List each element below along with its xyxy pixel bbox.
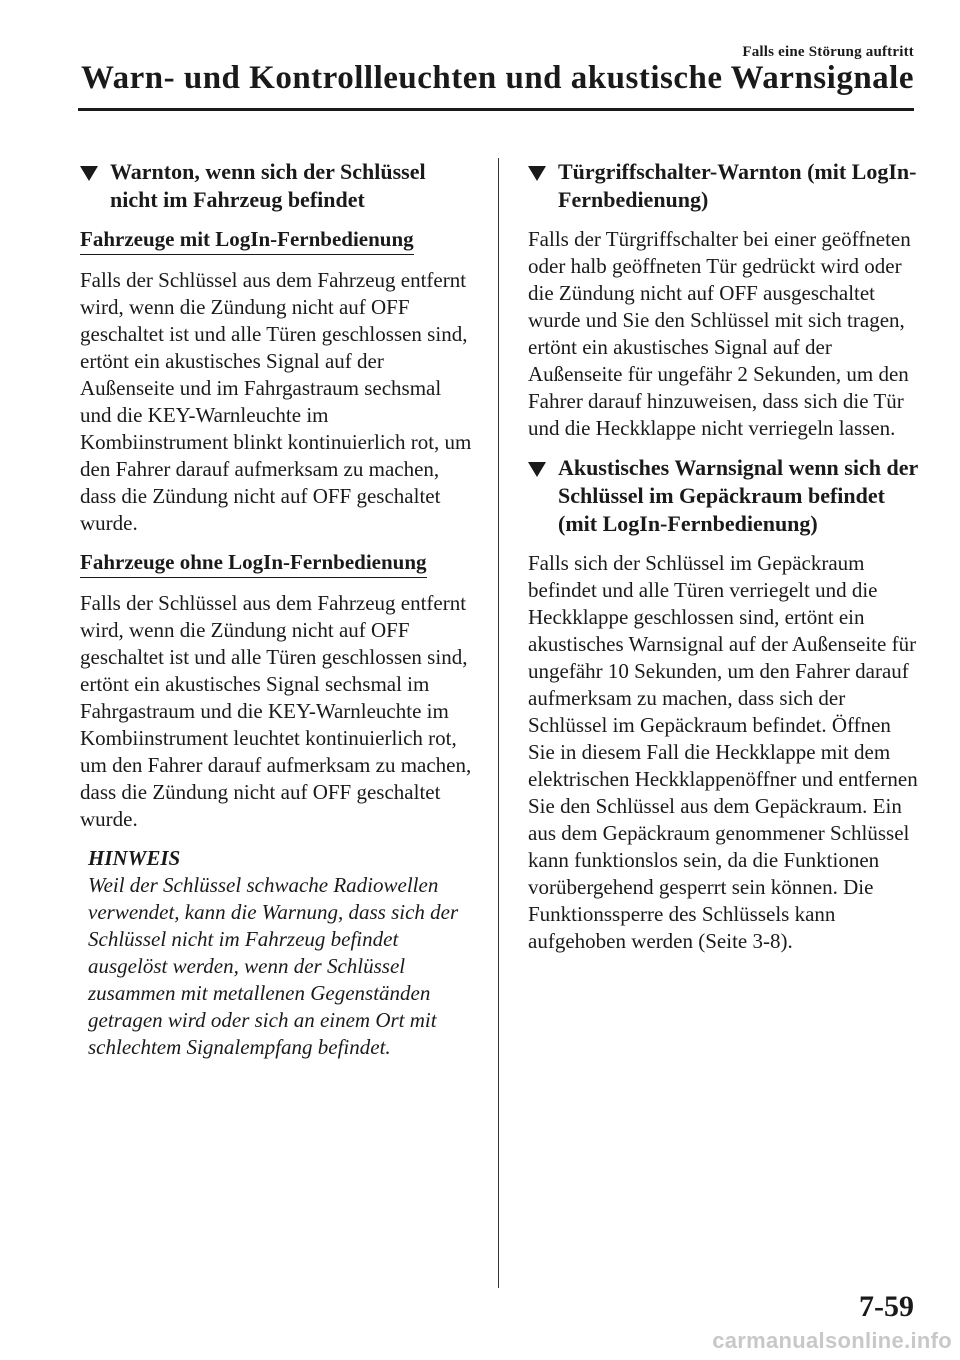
triangle-bullet-icon — [80, 166, 98, 181]
subheading-without-login: Fahrzeuge ohne LogIn-Fernbedienung — [80, 549, 427, 578]
note-box — [80, 845, 474, 1061]
left-column — [80, 158, 474, 1073]
paragraph-without-login: Falls der Schlüssel aus dem Fahrzeug entfernt wird, wenn die Zündung nicht auf OFF geschaltet ist und alle Türen geschlossen sind, ertönt ein akustisches Signal sechsmal im Fahrgastraum und die KEY-Warnleuchte im Kombiinstrument leuchtet kontinuierlich rot, um den Fahrer darauf aufmerksam zu machen, dass die Zündung nicht auf OFF geschaltet wurde. — [80, 591, 472, 831]
section-label: Falls eine Störung auftritt — [742, 44, 914, 60]
watermark: carmanualsonline.info — [712, 1328, 952, 1353]
note-text: Weil der Schlüssel schwache Radiowellen verwendet, kann die Warnung, dass sich der Schlüssel nicht im Fahrzeug befindet ausgelöst werden, wenn der Schlüssel zusammen mit metallenen Gegenständen getragen wird oder sich an einem Ort mit schlechtem Signalempfang befindet. — [88, 873, 459, 1059]
right-column — [528, 158, 922, 967]
section-heading-text: Türgriffschalter-Warnton (mit LogIn-Fernbedienung) — [558, 159, 917, 212]
column-divider — [498, 158, 499, 1288]
section-heading-door-handle — [528, 158, 922, 214]
section-heading-text: Warnton, wenn sich der Schlüssel nicht im Fahrzeug befindet — [110, 159, 426, 212]
triangle-bullet-icon — [528, 462, 546, 477]
paragraph-with-login: Falls der Schlüssel aus dem Fahrzeug entfernt wird, wenn die Zündung nicht auf OFF geschaltet ist und alle Türen geschlossen sind, ertönt ein akustisches Signal auf der Außenseite und im Fahrgastraum sechsmal und die KEY-Warnleuchte im Kombiinstrument blinkt kontinuierlich rot, um den Fahrer darauf aufmerksam zu machen, dass die Zündung nicht auf OFF geschaltet wurde. — [80, 268, 472, 535]
page-number: 7-59 — [859, 1290, 914, 1323]
section-heading — [80, 158, 474, 214]
paragraph-door-handle: Falls der Türgriffschalter bei einer geöffneten oder halb geöffneten Tür gedrückt wird oder die Zündung nicht auf OFF ausgeschaltet wurde und Sie den Schlüssel mit sich tragen, ertönt ein akustisches Signal auf der Außenseite für ungefähr 2 Sekunden, um den Fahrer darauf hinzuweisen, dass sich die Tür und die Heckklappe nicht verriegeln lassen. — [528, 227, 911, 440]
subheading-with-login: Fahrzeuge mit LogIn-Fernbedienung — [80, 226, 414, 255]
page-title: Warn- und Kontrollleuchten und akustische Warnsignale — [80, 60, 914, 96]
section-heading-trunk — [528, 454, 922, 538]
paragraph-trunk: Falls sich der Schlüssel im Gepäckraum befindet und alle Türen verriegelt und die Heckklappe geschlossen sind, ertönt ein akustisches Warnsignal auf der Außenseite für ungefähr 10 Sekunden, um den Fahrer darauf aufmerksam zu machen, dass sich der Schlüssel im Gepäckraum befindet. Öffnen Sie in diesem Fall die Heckklappe mit dem elektrischen Heckklappenöffner und entfernen Sie den Schlüssel aus dem Gepäckraum. Ein aus dem Gepäckraum genommener Schlüssel kann funktionslos sein, da die Funktionen vorübergehend gesperrt sein können. Die Funktionssperre des Schlüssels kann aufgehoben werden (Seite 3-8). — [528, 551, 918, 953]
section-heading-text: Akustisches Warnsignal wenn sich der Schlüssel im Gepäckraum befindet (mit LogIn-Fernbedienung) — [558, 455, 918, 536]
triangle-bullet-icon — [528, 166, 546, 181]
note-title: HINWEIS — [88, 846, 181, 870]
header-divider — [78, 108, 914, 111]
